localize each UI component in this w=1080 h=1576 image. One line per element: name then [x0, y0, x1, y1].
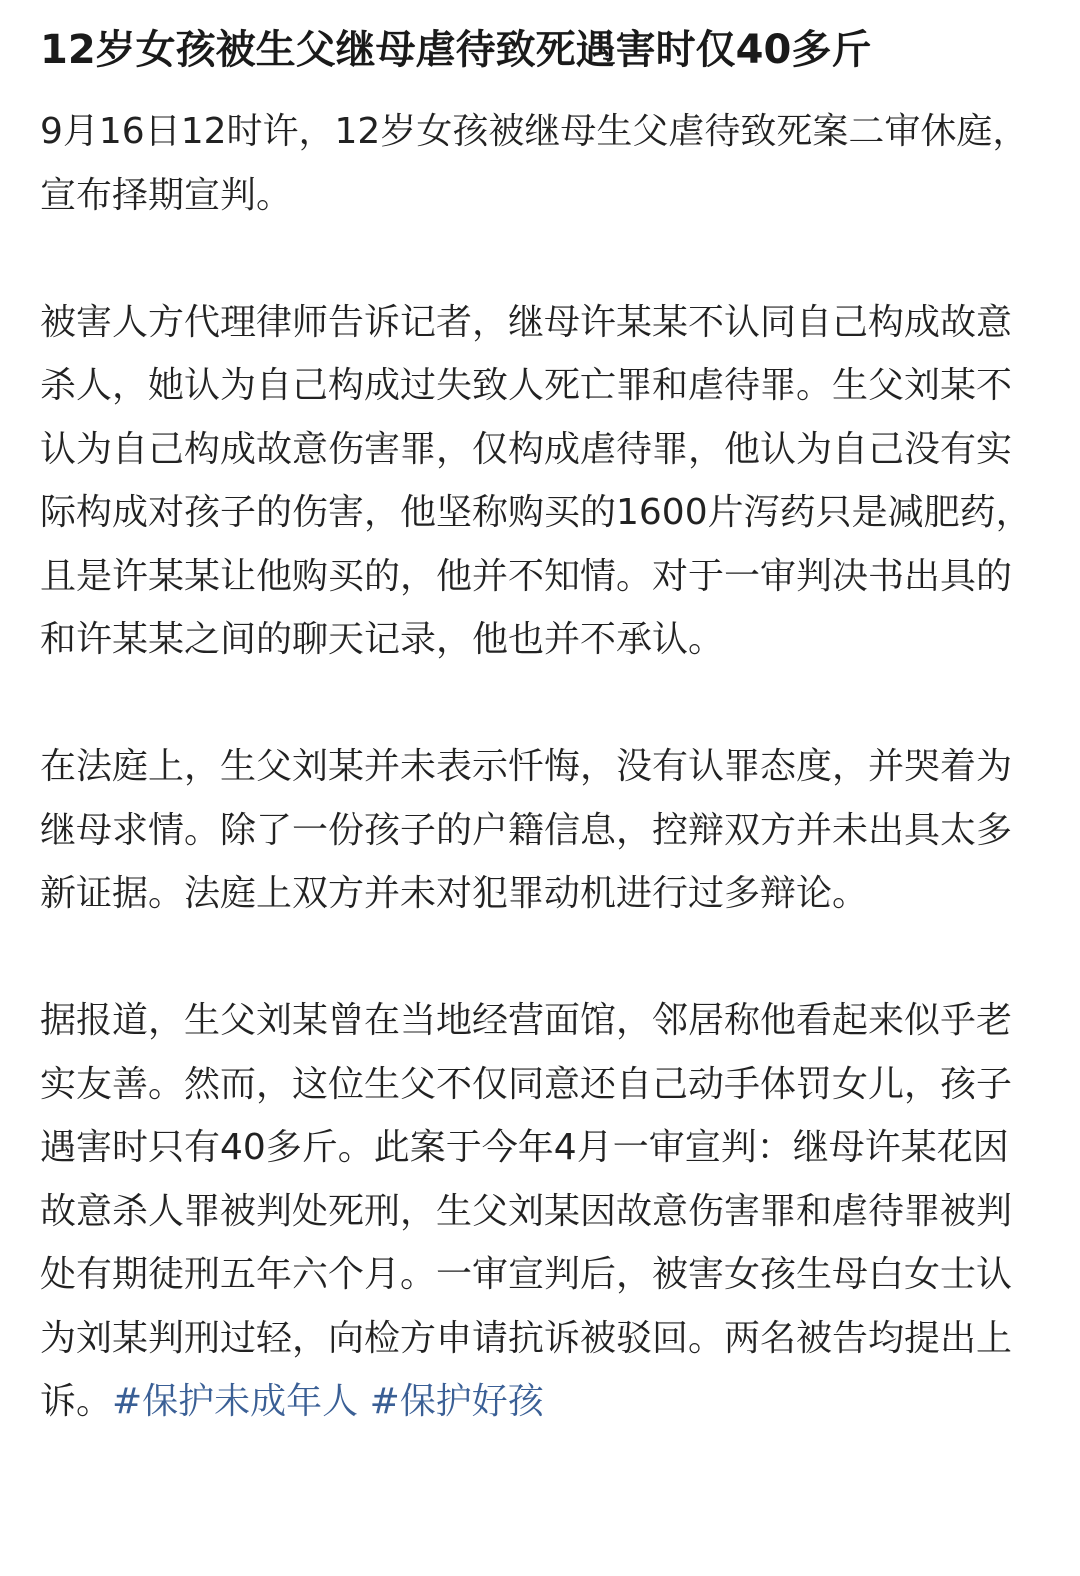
paragraph-1: 9月16日12时许，12岁女孩被继母生父虐待致死案二审休庭，宣布择期宣判。	[40, 111, 1029, 216]
paragraph-3: 在法庭上，生父刘某并未表示忏悔，没有认罪态度，并哭着为继母求情。除了一份孩子的户籍信息，控辩双方并未出具太多新证据。法庭上双方并未对犯罪动机进行过多辩论。	[40, 746, 1013, 914]
paragraph-4	[40, 989, 1040, 1434]
paragraph-gap	[40, 672, 1040, 736]
article	[40, 22, 1040, 1434]
bottom-fade	[0, 1548, 1080, 1576]
hashtag-protect-minors[interactable]: #保护未成年人	[112, 1381, 359, 1422]
paragraph-gap	[40, 227, 1040, 291]
article-title: 12岁女孩被生父继母虐待致死遇害时仅40多斤	[40, 27, 872, 73]
hashtag-protect-children[interactable]: #保护好孩	[369, 1381, 544, 1422]
paragraph-2: 被害人方代理律师告诉记者，继母许某某不认同自己构成故意杀人，她认为自己构成过失致人死亡罪和虐待罪。生父刘某不认为自己构成故意伤害罪，仅构成虐待罪，他认为自己没有实际构成对孩子的伤害，他坚称购买的1600片泻药只是减肥药，且是许某某让他购买的，他并不知情。对于一审判决书出具的和许某某之间的聊天记录，他也并不承认。	[40, 301, 1032, 660]
paragraph-gap	[40, 926, 1040, 990]
paragraph-4-text: 据报道，生父刘某曾在当地经营面馆，邻居称他看起来似乎老实友善。然而，这位生父不仅同意还自己动手体罚女儿，孩子遇害时只有40多斤。此案于今年4月一审宣判：继母许某花因故意杀人罪被判处死刑，生父刘某因故意伤害罪和虐待罪被判处有期徒刑五年六个月。一审宣判后，被害女孩生母白女士认为刘某判刑过轻，向检方申请抗诉被驳回。两名被告均提出上诉。	[40, 1000, 1013, 1422]
